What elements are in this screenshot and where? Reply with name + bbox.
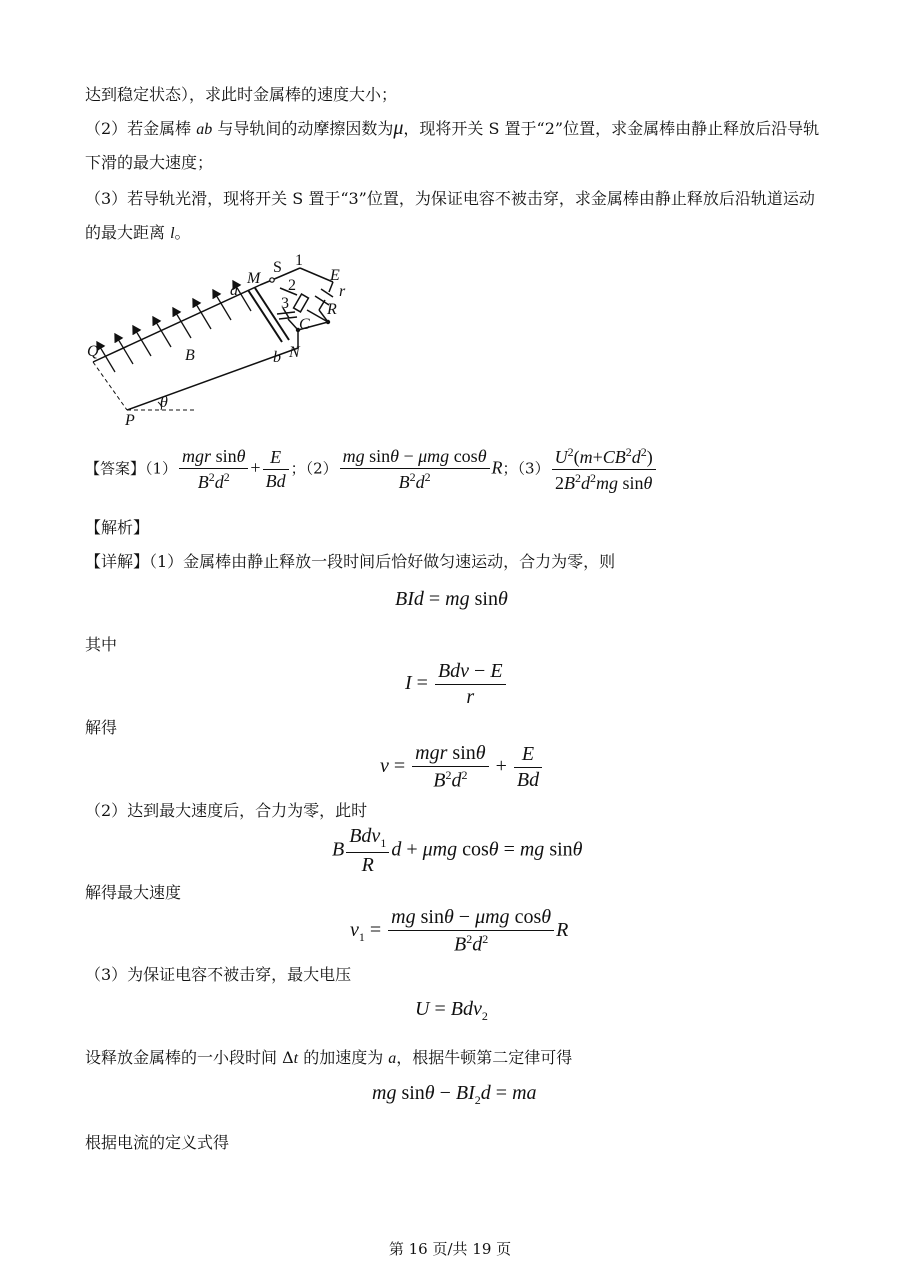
- equation-4: B $\frac{Bdv_1}{R}$ d + μmg cosθ = mg sinθ: [332, 825, 583, 876]
- label-R: R: [327, 301, 337, 318]
- label-r: r: [339, 283, 346, 300]
- equation-3: v = $\frac{\text{mgr sinθ}}{B^2d^2}$ + $\frac{E}{Bd}$: [380, 742, 544, 793]
- label-3: 3: [281, 295, 289, 312]
- text-line-1: 达到稳定状态），求此时金属棒的速度大小；: [85, 85, 398, 104]
- text-line-4: （3）若导轨光滑，现将开关 S 置于“3”位置，为保证电容不被击穿，求金属棒由静止释放后沿轨道运动: [85, 189, 815, 208]
- label-a: a: [230, 282, 238, 299]
- equation-7: mg $\sin\theta - BI_2d$ = ma: [372, 1082, 537, 1107]
- text-line-3: 下滑的最大速度；: [85, 153, 214, 172]
- label-P: P: [125, 412, 135, 429]
- equation-1: BId = mg sinθ: [395, 588, 508, 610]
- detail-line-7: 设释放金属棒的一小段时间 Δt 的加速度为 a，根据牛顿第二定律可得: [85, 1048, 573, 1067]
- label-C: C: [299, 316, 310, 333]
- label-1: 1: [295, 252, 303, 269]
- text-line-2: （2）若金属棒 ab 与导轨间的动摩擦因数为μ，现将开关 S 置于“2”位置，求金属棒由静止释放后沿导轨: [85, 117, 820, 139]
- label-M: M: [247, 270, 261, 287]
- detail-line-1: 【详解】（1）金属棒由静止释放一段时间后恰好做匀速运动，合力为零，则: [85, 552, 616, 571]
- detail-line-5: 解得最大速度: [85, 883, 182, 902]
- detail-line-6: （3）为保证电容不被击穿，最大电压: [85, 965, 352, 984]
- answer-line: 【答案】（1） $\frac{\text{mgr sinθ}}{B^2d^2}$ + $\frac{E}{Bd}$ ；（2） $\frac{\text{mg sinθ − μmg cosθ}}{B^2d^2}$ R；（3） $\frac{U^2(m+CB^2d^2)}{2B^2d^2mg \sin\theta}$: [85, 445, 658, 494]
- page-footer: 第 16 页/共 19 页: [388, 1240, 512, 1258]
- detail-line-2: 其中: [85, 635, 118, 654]
- equation-5: $v_1$ = $\frac{\text{mg sinθ − μmg cosθ}}{B^2d^2}$ R: [350, 906, 569, 956]
- incline-circuit-diagram: [85, 250, 375, 430]
- label-b: b: [273, 349, 281, 366]
- detail-line-8: 根据电流的定义式得: [85, 1133, 230, 1152]
- label-E: E: [330, 267, 340, 284]
- label-N: N: [289, 344, 300, 361]
- equation-2: I = $\frac{\text{Bdv − E}}{r}$: [405, 660, 508, 709]
- detail-line-4: （2）达到最大速度后，合力为零，此时: [85, 801, 368, 820]
- equation-6: U = Bdv$_2$: [415, 998, 488, 1023]
- label-B: B: [185, 347, 195, 364]
- label-Q: Q: [87, 343, 99, 360]
- analysis-label: 【解析】: [85, 518, 150, 537]
- label-S: S: [273, 259, 282, 276]
- text-line-5: 的最大距离 l。: [85, 223, 191, 242]
- detail-line-3: 解得: [85, 718, 118, 737]
- label-2: 2: [288, 277, 296, 294]
- label-theta: θ: [160, 394, 168, 411]
